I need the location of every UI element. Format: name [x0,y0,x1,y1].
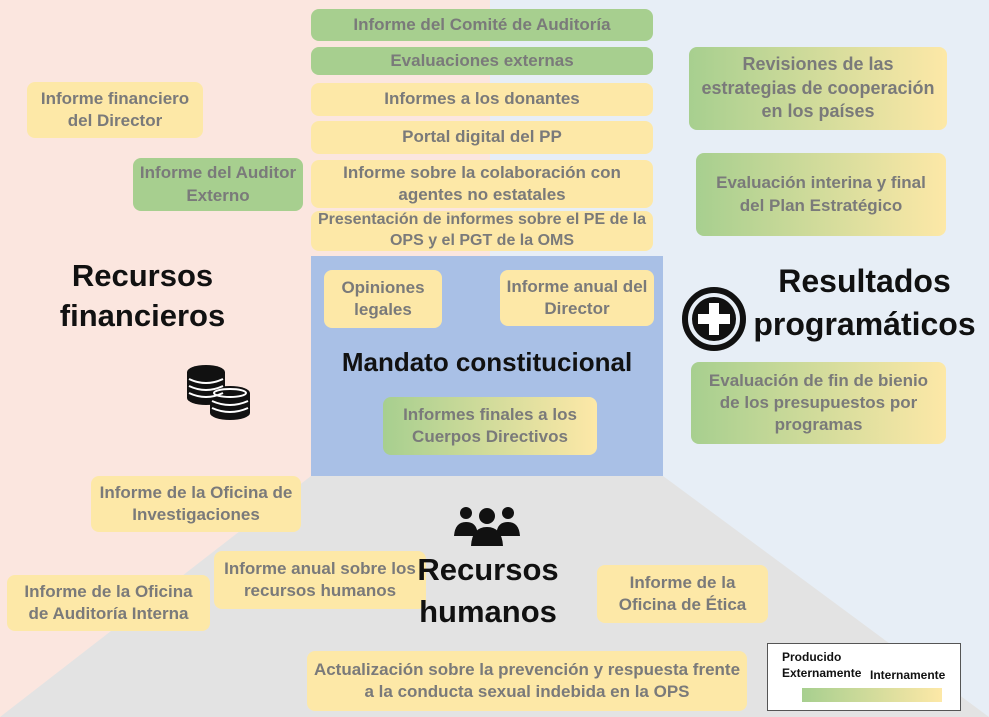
heading-recursos-financieros-line1: Recursos [71,258,214,293]
box-oficina-etica: Informe de la Oficina de Ética [597,565,768,623]
box-informe-anual-director: Informe anual del Director [500,270,654,326]
heading-mandato-constitucional: Mandato constitucional [341,347,633,377]
box-comite-auditoria: Informe del Comité de Auditoría [311,9,653,41]
box-opiniones-legales: Opiniones legales [324,270,442,328]
legend-internamente: Internamente [870,668,946,682]
plus-circle-icon [681,286,747,352]
box-auditor-externo: Informe del Auditor Externo [133,158,303,211]
box-informes-finales: Informes finales a los Cuerpos Directivos [383,397,597,455]
legend-producido: Producido [782,650,842,664]
box-informes-donantes: Informes a los donantes [311,83,653,116]
heading-resultados-line1: Resultados [778,263,951,299]
box-auditoria-interna: Informe de la Oficina de Auditoría Interna [7,575,210,631]
heading-resultados-line2: programáticos [753,306,976,343]
legend-gradient-bar [802,688,942,702]
heading-recursos-humanos [403,549,573,633]
box-recursos-humanos: Informe anual sobre los recursos humanos [214,551,426,609]
heading-rh-line1: Recursos [417,552,559,587]
heading-recursos-financieros-line2: financieros [59,298,226,334]
box-fin-bienio: Evaluación de fin de bienio de los presupuestos por programas [691,362,946,444]
heading-resultados-programaticos [752,260,977,346]
heading-recursos-financieros [40,256,245,337]
legend [767,643,961,711]
box-evaluacion-interina: Evaluación interina y final del Plan Estratégico [696,153,946,236]
people-group-icon [453,504,521,546]
legend-externamente: Externamente [782,666,862,680]
box-colaboracion-agentes: Informe sobre la colaboración con agentes no estatales [311,160,653,208]
box-oficina-investigaciones: Informe de la Oficina de Investigaciones [91,476,301,532]
box-portal-digital: Portal digital del PP [311,121,653,154]
coins-icon [184,363,254,421]
box-conducta-sexual: Actualización sobre la prevención y respuesta frente a la conducta sexual indebida en la OPS [307,651,747,711]
box-presentacion-informes: Presentación de informes sobre el PE de la OPS y el PGT de la OMS [311,211,653,251]
box-revisiones-estrategias: Revisiones de las estrategias de cooperación en los países [689,47,947,130]
heading-rh-line2: humanos [419,593,557,629]
box-informe-financiero: Informe financiero del Director [27,82,203,138]
box-evaluaciones-externas: Evaluaciones externas [311,47,653,75]
